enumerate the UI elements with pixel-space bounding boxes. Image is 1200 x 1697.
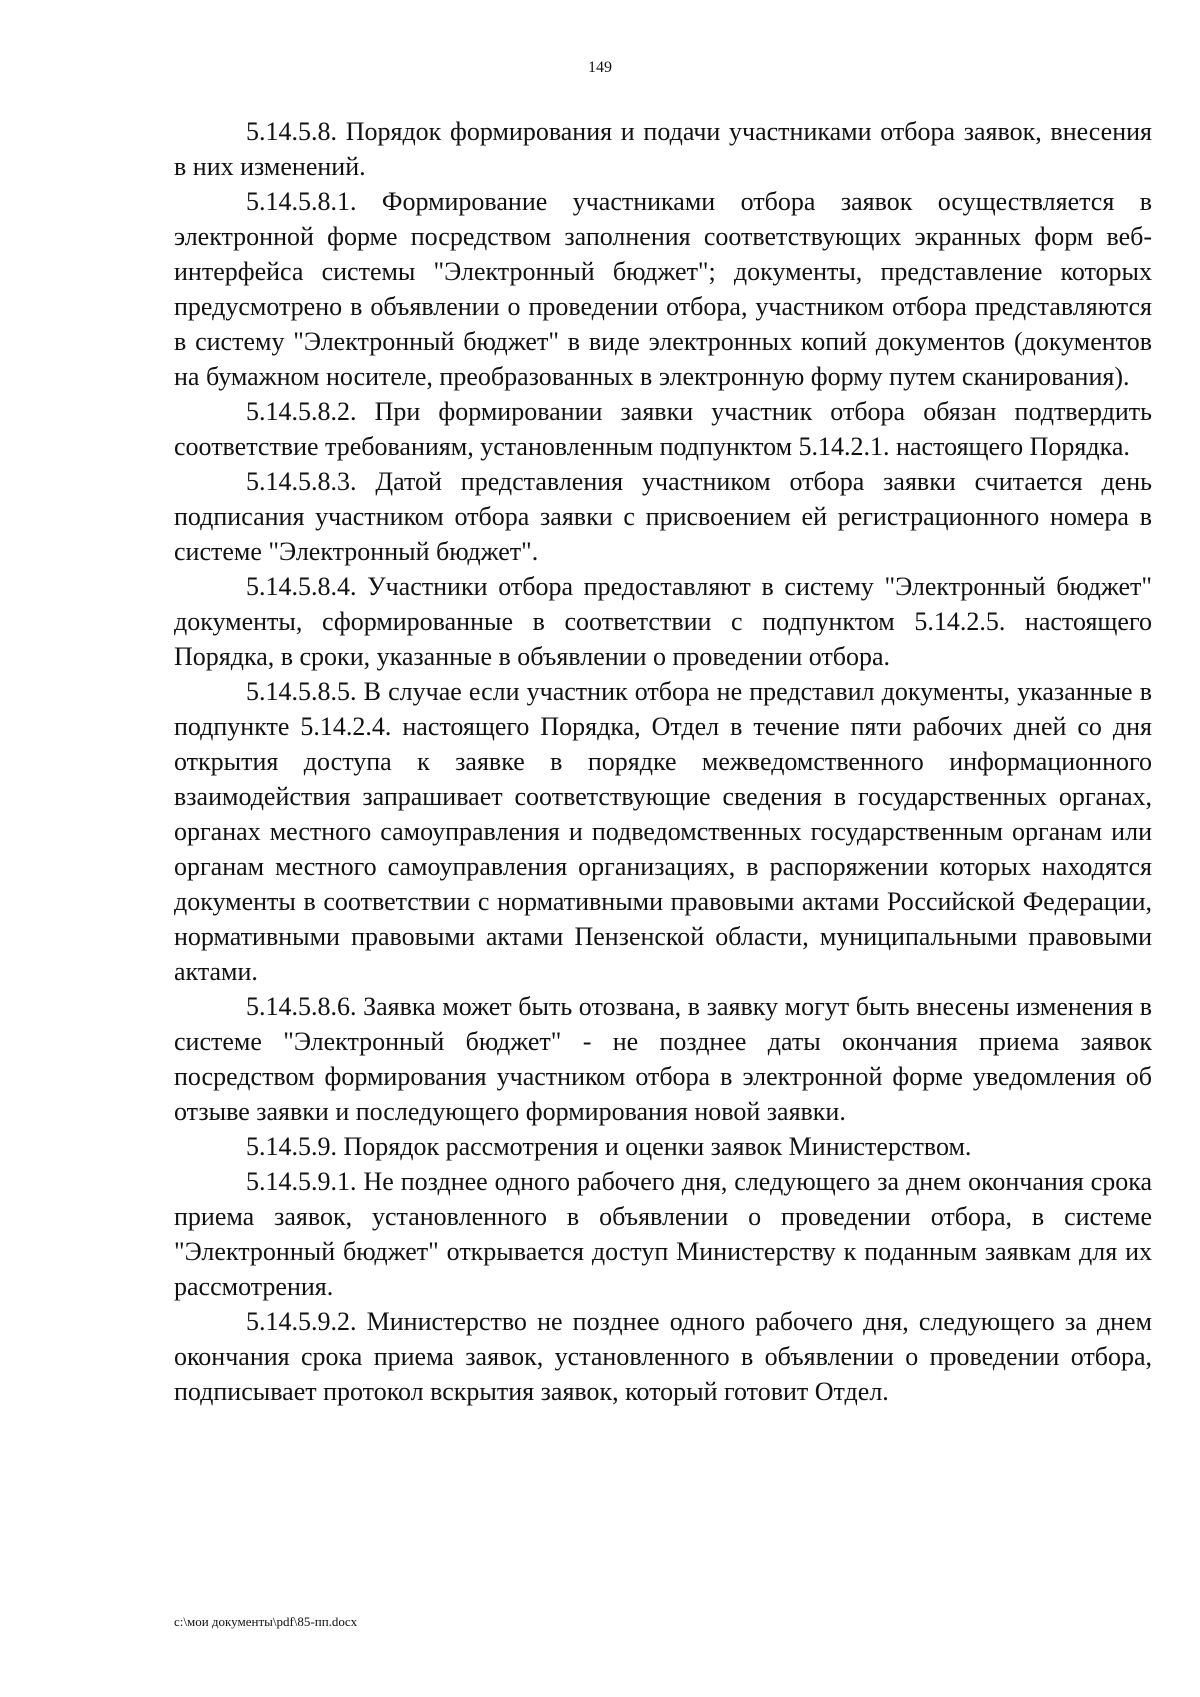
paragraph-5-14-5-8-1: 5.14.5.8.1. Формирование участниками отбора заявок осуществляется в электронной форме посредством заполнения соответствующих экранных форм веб-интерфейса системы "Электронный бюджет"; документы, представление которых предусмотрено в объявлении о проведении отбора, участником отбора представляются в систему "Электронный бюджет" в виде электронных копий документов (документов на бумажном носителе, преобразованных в электронную форму путем сканирования). [174, 187, 1152, 391]
paragraph-5-14-5-8: 5.14.5.8. Порядок формирования и подачи участниками отбора заявок, внесения в них изменений. [174, 117, 1152, 181]
paragraph-5-14-5-8-2: 5.14.5.8.2. При формировании заявки участник отбора обязан подтвердить соответствие требованиям, установленным подпунктом 5.14.2.1. настоящего Порядка. [174, 397, 1152, 461]
paragraph-5-14-5-9-1: 5.14.5.9.1. Не позднее одного рабочего дня, следующего за днем окончания срока приема заявок, установленного в объявлении о проведении отбора, в системе "Электронный бюджет" открывается доступ Министерству к поданным заявкам для их рассмотрения. [174, 1167, 1152, 1301]
paragraph-5-14-5-8-5: 5.14.5.8.5. В случае если участник отбора не представил документы, указанные в подпункте 5.14.2.4. настоящего Порядка, Отдел в течение пяти рабочих дней со дня открытия доступа к заявке в порядке межведомственного информационного взаимодействия запрашивает соответствующие сведения в государственных органах, органах местного самоуправления и подведомственных государственным органам или органам местного самоуправления организациях, в распоряжении которых находятся документы в соответствии с нормативными правовыми актами Российской Федерации, нормативными правовыми актами Пензенской области, муниципальными правовыми актами. [174, 677, 1152, 986]
paragraph-5-14-5-8-3: 5.14.5.8.3. Датой представления участником отбора заявки считается день подписания участником отбора заявки с присвоением ей регистрационного номера в системе "Электронный бюджет". [174, 467, 1152, 566]
footer-file-path: c:\мои документы\pdf\85-пп.docx [174, 1614, 358, 1629]
paragraph-5-14-5-9-2: 5.14.5.9.2. Министерство не позднее одного рабочего дня, следующего за днем окончания срока приема заявок, установленного в объявлении о проведении отбора, подписывает протокол вскрытия заявок, который готовит Отдел. [174, 1307, 1152, 1406]
document-body [174, 114, 1152, 1409]
page-number: 149 [588, 59, 612, 76]
paragraph-5-14-5-8-6: 5.14.5.8.6. Заявка может быть отозвана, в заявку могут быть внесены изменения в системе "Электронный бюджет" - не позднее даты окончания приема заявок посредством формирования участником отбора в электронной форме уведомления об отзыве заявки и последующего формирования новой заявки. [174, 992, 1152, 1126]
paragraph-5-14-5-9: 5.14.5.9. Порядок рассмотрения и оценки заявок Министерством. [246, 1132, 972, 1161]
paragraph-5-14-5-8-4: 5.14.5.8.4. Участники отбора предоставляют в систему "Электронный бюджет" документы, сформированные в соответствии с подпунктом 5.14.2.5. настоящего Порядка, в сроки, указанные в объявлении о проведении отбора. [174, 572, 1152, 671]
